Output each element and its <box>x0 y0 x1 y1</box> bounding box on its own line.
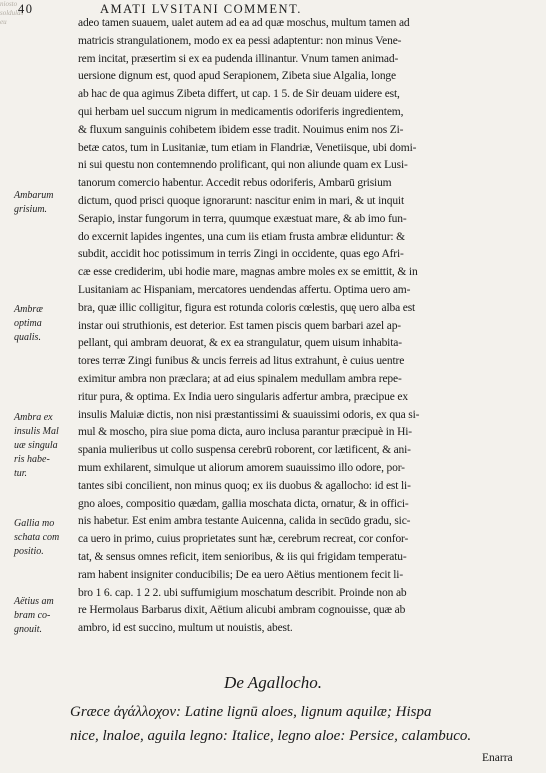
text-line: tores terræ Zingi funibus & uncis ferreis ad litus extrahunt, è cuius uentre <box>78 355 405 368</box>
marginal-line: insulis Mal <box>14 426 59 437</box>
marginal-note-ambrae-optima <box>14 303 74 345</box>
text-line: pellant, qui ambram deuorat, & ex ea strangulatur, quem uisum inhabita- <box>78 337 402 350</box>
marginal-line: grisium. <box>14 204 48 215</box>
marginal-line: Aëtius am <box>14 596 54 607</box>
text-line: insulis Maluiæ dictis, non nisi præstantissimi & suauissimi odoris, ex qua si- <box>78 408 420 421</box>
ghost-line: soldulas <box>0 9 24 17</box>
text-line: ambro, id est succino, multum ut nouistis, abest. <box>78 622 293 635</box>
marginal-line: tur. <box>14 468 28 479</box>
text-line: tat, & sensus omnes reficit, item senioribus, & iis qui frigidam temperatu- <box>78 550 407 563</box>
text-line: & fluxum sanguinis cohibetem ibidem esse tradit. Nouimus enim nos Zi- <box>78 123 404 136</box>
text-line: Serapio, instar fungorum in terra, quumque exæstuat mare, & ab imo fun- <box>78 212 407 225</box>
running-head <box>18 2 538 16</box>
ghost-line: eu <box>0 18 7 26</box>
text-line: re Hermolaus Barbarus dixit, Aëtium alicubi ambram cognouisse, quæ ab <box>78 604 406 617</box>
marginal-line: Ambræ <box>14 304 43 315</box>
text-line: mum exhilarent, simulque ut aliorum amorem suauissimo illo odore, por- <box>78 461 405 474</box>
text-line: cæ esse crediderim, ubi hodie mare, magnas ambre moles ex se emittit, & in <box>78 266 418 279</box>
marginal-line: gnouit. <box>14 624 43 635</box>
text-line: instar oui struthionis, est deterior. Est tamen piscis quem barbari azel ap- <box>78 319 401 332</box>
marginal-note-ambra-ex-insulis <box>14 411 74 481</box>
marginal-line: optima <box>14 318 42 329</box>
text-line: ritur pura, & optima. Ex India uero singularis adfertur ambra, præcipue ex <box>78 390 408 403</box>
marginal-line: uæ singula <box>14 440 58 451</box>
marginal-line: schata com <box>14 532 60 543</box>
text-line: tanorum comercio habentur. Accedit rebus odoriferis, Ambarū grisium <box>78 177 392 190</box>
text-line: bra, quæ illic colligitur, figura est rotunda coloris cœlestis, quę uero alba est <box>78 301 416 314</box>
catchword: Enarra <box>482 752 513 764</box>
marginal-line: Ambra ex <box>14 412 53 423</box>
page-number: 40 <box>18 2 34 16</box>
text-line: adeo tamen suauem, ualet autem ad ea ad quæ moschus, multum tamen ad <box>78 17 410 29</box>
text-line: ni sui questu non contemnendo prolificant, qui non aliunde quam ex Lusi- <box>78 159 408 172</box>
text-line: ram habent insigniter conducibilis; De ea uero Aëtius mentionem fecit li- <box>78 568 404 581</box>
text-line: matricis strangulationem, modo ex ea pessi adaptentur: non minus Vene- <box>78 34 402 47</box>
text-line: betæ catos, tum in Lusitaniæ, tum etiam in Flandriæ, Venetiisque, ubi domi- <box>78 141 417 154</box>
synonyms-line-2: nice, lnaloe, aguila legno: Italice, legno aloe: Persice, calambuco. <box>70 728 472 744</box>
synonyms-line-1: Græce ἀγάλλοχον: Latine lignū aloes, lignum aquilæ; Hispa <box>70 704 432 720</box>
text-line: eximitur ambra non præclara; at ad eius spinalem medullam ambra repe- <box>78 372 402 385</box>
text-line: rem incitat, præsertim si ex ea pudenda illinantur. Vnum tamen animad- <box>78 52 399 65</box>
text-line: ab hac de qua agimus Zibeta differt, ut cap. 1 5. de Sir deuam uidere est, <box>78 88 400 101</box>
text-line: Lusitaniam ac Hispaniam, mercatores uendendas affertu. Optima uero am- <box>78 283 411 296</box>
text-line: mul & moscho, pira siue poma dicta, auro inclusa parantur præcipuè in Hi- <box>78 426 412 439</box>
running-title: AMATI LVSITANI COMMENT. <box>100 2 302 16</box>
text-line: spania mulieribus ut collo suspensa cerebrū roborent, cor lætificent, & ani- <box>78 444 411 457</box>
text-line: bro 1 6. cap. 1 2 2. ubi suffumigium moschatum describit. Proinde non ab <box>78 586 407 599</box>
marginal-line: Gallia mo <box>14 518 55 529</box>
text-line: ca uero in primo, cuius proprietates sunt hæ, cerebrum recreat, cor confor- <box>78 533 409 546</box>
marginal-line: Ambarum <box>14 190 54 201</box>
marginal-line: qualis. <box>14 332 41 343</box>
marginal-line: ris habe- <box>14 454 50 465</box>
text-line: do excernit lapides ingentes, una cum iis etiam frusta ambræ eliduntur: & <box>78 230 405 243</box>
marginal-note-ambarum-grisium <box>14 189 74 217</box>
ghost-line: niosto <box>0 0 18 8</box>
main-text-block <box>78 15 540 638</box>
section-heading: De Agallocho. <box>224 673 322 692</box>
text-line: tantes sibi concilient, non minus quoq; ex iis duobus & agallocho: id est li- <box>78 479 411 492</box>
marginal-note-gallia-moschata <box>14 517 74 559</box>
text-line: gno aloes, compositio quædam, gallia moschata dicta, ornatur, & in offici- <box>78 497 409 510</box>
text-line: qui herbam uel succum nigrum in medicamentis odoriferis ingredientem, <box>78 105 404 118</box>
marginal-line: bram co- <box>14 610 51 621</box>
marginal-note-aetius <box>14 595 74 637</box>
text-line: uersione dignum est, quod apud Serapionem, Zibeta siue Algalia, longe <box>78 70 396 83</box>
marginal-line: positio. <box>14 546 44 557</box>
text-line: dictum, quod prisci quoque ignorarunt: nascitur enim in mari, & ut inquit <box>78 194 405 207</box>
text-line: subdit, accidit hoc potissimum in terris Zingi in occidente, quas ego Afri- <box>78 248 404 261</box>
text-line: nis habetur. Est enim ambra testante Auicenna, calida in secūdo gradu, sic- <box>78 515 411 528</box>
